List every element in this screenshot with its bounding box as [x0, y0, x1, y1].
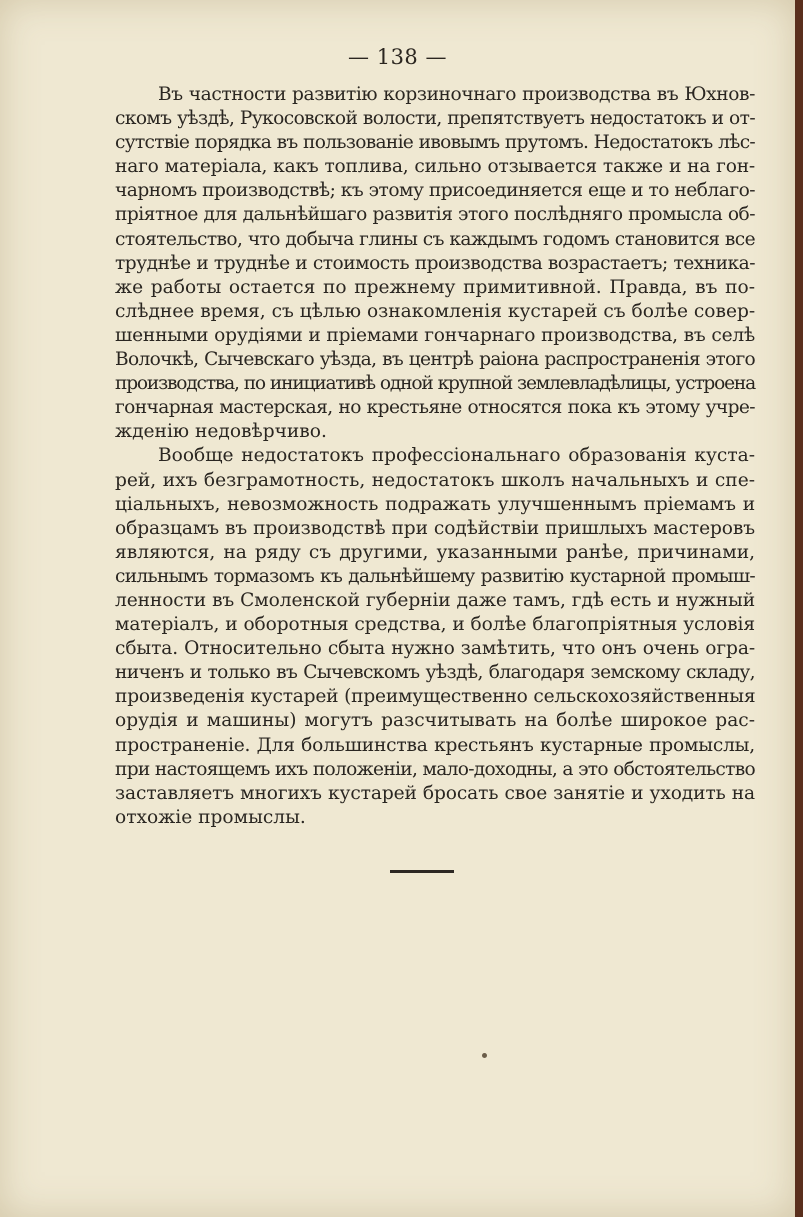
text-line: сбыта. Относительно сбыта нужно замѣтить, что онъ очень огра- — [115, 638, 755, 660]
text-line: отхожіе промыслы. — [115, 806, 306, 828]
text-line: Въ частности развитію корзиночнаго производства въ Юхнов- — [158, 84, 755, 105]
text-line: пространеніе. Для большинства крестьянъ кустарные промыслы, — [115, 734, 755, 756]
text-line: при настоящемъ ихъ положеніи, мало-доходны, а это обстоятельство — [115, 758, 755, 780]
text-line: являются, на ряду съ другими, указанными ранѣе, причинами, — [115, 541, 755, 563]
text-line: матеріалъ, и оборотныя средства, и болѣе благопріятныя условія — [115, 614, 755, 636]
text-line: наго матеріала, какъ топлива, сильно отзывается также и на гон- — [115, 156, 755, 178]
body-text — [115, 83, 755, 830]
text-line: орудія и машины) могутъ разсчитывать на болѣе широкое рас- — [115, 710, 755, 732]
ink-speck — [482, 1053, 487, 1058]
text-line: скомъ уѣздѣ, Рукосовской волости, препятствуетъ недостатокъ и от- — [115, 108, 755, 130]
text-line: Вообще недостатокъ профессіональнаго образованія куста- — [158, 445, 755, 467]
text-line: гончарная мастерская, но крестьяне относятся пока къ этому учре- — [115, 397, 755, 419]
text-line: ціальныхъ, невозможность подражать улучшеннымъ пріемамъ и — [115, 493, 755, 515]
text-line: рей, ихъ безграмотность, недостатокъ школъ начальныхъ и спе- — [115, 469, 755, 491]
text-line: произведенія кустарей (преимущественно сельскохозяйственныя — [115, 686, 756, 708]
text-line: образцамъ въ производствѣ при содѣйствіи пришлыхъ мастеровъ — [115, 517, 755, 539]
text-line: заставляетъ многихъ кустарей бросать свое занятіе и уходить на — [115, 782, 755, 804]
text-line: же работы остается по прежнему примитивной. Правда, въ по- — [115, 276, 755, 298]
page-number: — 138 — — [348, 45, 447, 69]
paragraph-2 — [115, 444, 755, 830]
text-line: чарномъ производствѣ; къ этому присоединяется еще и то неблаго- — [115, 180, 756, 202]
text-line: пріятное для дальнѣйшаго развитія этого послѣдняго промысла об- — [115, 204, 755, 226]
text-line: сутствіе порядка въ пользованіе ивовымъ прутомъ. Недостатокъ лѣс- — [115, 132, 755, 154]
text-line: шенными орудіями и пріемами гончарнаго производства, въ селѣ — [115, 324, 755, 346]
text-line: ниченъ и только въ Сычевскомъ уѣздѣ, благодаря земскому складу, — [115, 662, 755, 684]
text-line: стоятельство, что добыча глины съ каждымъ годомъ становится все — [115, 228, 755, 250]
book-edge — [795, 0, 803, 1217]
text-line: производства, по инициативѣ одной крупной землевладѣлицы, устроена — [115, 373, 755, 395]
text-line: слѣднее время, съ цѣлью ознакомленія кустарей съ болѣе совер- — [115, 300, 756, 322]
text-line: жденію недовѣрчиво. — [115, 421, 327, 443]
text-line: Волочкѣ, Сычевскаго уѣзда, въ центрѣ раіона распространенія этого — [115, 349, 755, 371]
text-line: ленности въ Смоленской губерніи даже тамъ, гдѣ есть и нужный — [115, 589, 755, 611]
section-end-rule — [390, 870, 454, 873]
text-line: труднѣе и труднѣе и стоимость производства возрастаетъ; техника- — [115, 252, 755, 274]
paragraph-1 — [115, 83, 755, 444]
text-line: сильнымъ тормазомъ къ дальнѣйшему развитію кустарной промыш- — [115, 565, 755, 587]
